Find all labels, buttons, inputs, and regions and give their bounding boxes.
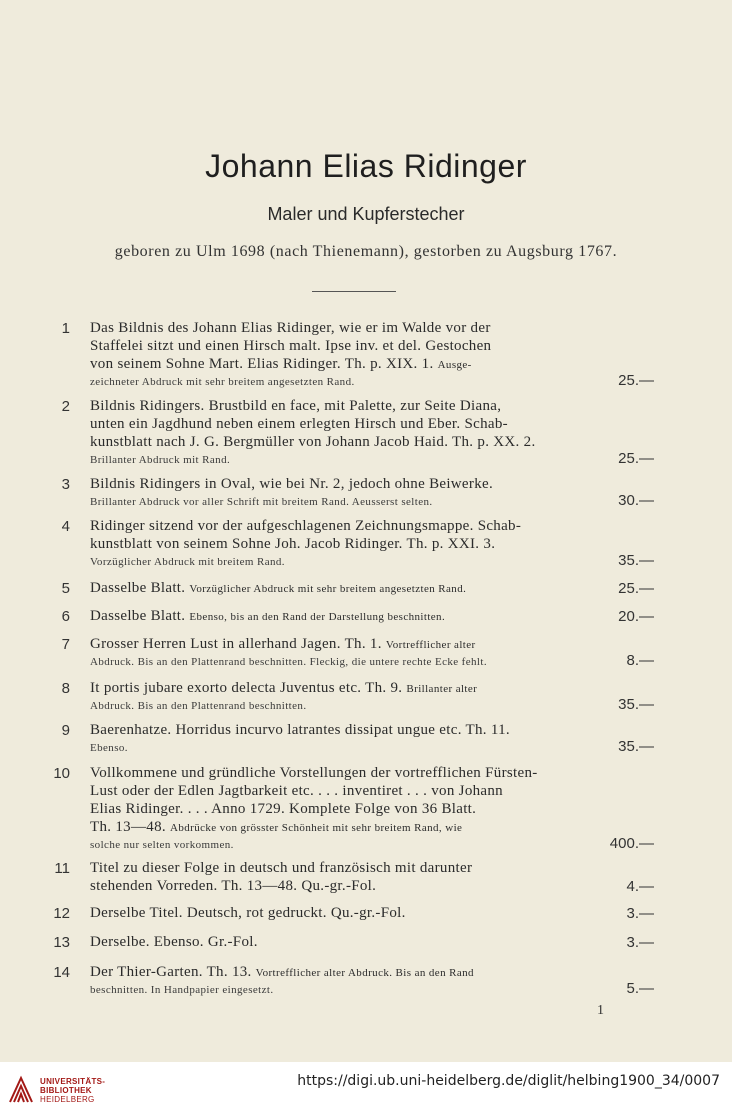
entry-text: Bildnis Ridingers. Brustbild en face, mit Palette, zur Seite Diana, [90, 398, 502, 414]
library-city: HEIDELBERG [40, 1095, 95, 1104]
page-url-link[interactable]: https://digi.ub.uni-heidelberg.de/diglit/helbing1900_34/0007 [297, 1073, 720, 1089]
entry-note: Vorzüglicher Abdruck mit breitem Rand. [90, 556, 285, 568]
entry-text: Staffelei sitzt und einen Hirsch malt. Ipse inv. et del. Gestochen [90, 338, 492, 354]
entry-text: stehenden Vorreden. Th. 13—48. Qu.-gr.-Fol. [90, 878, 377, 894]
entry-price: 3.— [626, 905, 654, 922]
entry-price: 25.— [618, 580, 654, 597]
entry-price: 5.— [626, 980, 654, 997]
entry-note-inline: Vortrefflicher alter Abdruck. Bis an den Rand [255, 967, 474, 979]
entry-note-inline: Vorzüglicher Abdruck mit sehr breitem angesetzten Rand. [189, 583, 467, 595]
entry-number: 9 [61, 722, 70, 739]
entry-note: Abdruck. Bis an den Plattenrand beschnitten. [90, 700, 307, 712]
entry-text [90, 680, 477, 697]
entry-note: zeichneter Abdruck mit sehr breitem angesetzten Rand. [90, 376, 355, 388]
entry-text-main: von seinem Sohne Mart. Elias Ridinger. Th. p. XIX. 1. [90, 356, 434, 372]
library-name-line2: BIBLIOTHEK [40, 1086, 92, 1095]
entry-number: 7 [61, 636, 70, 653]
entry-price: 25.— [618, 372, 654, 389]
entry-text: kunstblatt von seinem Sohne Joh. Jacob Ridinger. Th. p. XXI. 3. [90, 536, 496, 552]
entry-number: 11 [54, 860, 70, 877]
entry-number: 3 [61, 476, 70, 493]
entry-note: Ebenso. [90, 742, 128, 754]
entry-text [90, 636, 476, 653]
entry-price: 4.— [626, 878, 654, 895]
entry-number: 5 [61, 580, 70, 597]
entry-price: 8.— [626, 652, 654, 669]
entry-price: 35.— [618, 696, 654, 713]
entry-text [90, 608, 445, 625]
entry-number: 10 [53, 765, 70, 782]
entry-price: 20.— [618, 608, 654, 625]
entry-note-inline: Ebenso, bis an den Rand der Darstellung beschnitten. [189, 611, 446, 623]
entry-note-inline: Brillanter alter [406, 683, 478, 695]
entry-text: Ridinger sitzend vor der aufgeschlagenen Zeichnungsmappe. Schab- [90, 518, 522, 534]
entry-number: 13 [53, 934, 70, 951]
entry-number: 6 [61, 608, 70, 625]
entry-text: Derselbe. Ebenso. Gr.-Fol. [90, 934, 258, 950]
page-number: 1 [597, 1003, 604, 1018]
birth-info: geboren zu Ulm 1698 (nach Thienemann), gestorben zu Augsburg 1767. [114, 243, 618, 260]
entry-text: Titel zu dieser Folge in deutsch und französisch mit darunter [90, 860, 473, 876]
entry-text [90, 964, 474, 981]
entry-text-main: Dasselbe Blatt. [90, 580, 186, 596]
entry-number: 12 [53, 905, 70, 922]
page-subtitle: Maler und Kupferstecher [267, 204, 465, 224]
library-logo-icon [8, 1074, 34, 1104]
entry-price: 25.— [618, 450, 654, 467]
entry-number: 14 [53, 964, 70, 981]
entry-number: 8 [61, 680, 70, 697]
entry-text-main: Dasselbe Blatt. [90, 608, 186, 624]
entry-text [90, 356, 472, 373]
entry-price: 35.— [618, 738, 654, 755]
entry-text: Das Bildnis des Johann Elias Ridinger, wie er im Walde vor der [90, 320, 491, 336]
entry-number: 4 [61, 518, 70, 535]
entry-text-main: Der Thier-Garten. Th. 13. [90, 964, 252, 980]
entry-price: 35.— [618, 552, 654, 569]
entry-number: 2 [61, 398, 70, 415]
entry-text: Bildnis Ridingers in Oval, wie bei Nr. 2, jedoch ohne Beiwerke. [90, 476, 493, 492]
entry-price: 30.— [618, 492, 654, 509]
entry-price: 3.— [626, 934, 654, 951]
entry-text-main: Grosser Herren Lust in allerhand Jagen. Th. 1. [90, 636, 382, 652]
divider-rule [312, 291, 396, 292]
entry-text: kunstblatt nach J. G. Bergmüller von Johann Jacob Haid. Th. p. XX. 2. [90, 434, 536, 450]
entry-note: beschnitten. In Handpapier eingesetzt. [90, 984, 274, 996]
entry-note-inline: Abdrücke von grösster Schönheit mit sehr breitem Rand, wie [169, 822, 463, 834]
entry-note: solche nur selten vorkommen. [90, 839, 234, 851]
entry-note-inline: Vortrefflicher alter [385, 639, 476, 651]
entry-text-main: It portis jubare exorto delecta Juventus etc. Th. 9. [90, 680, 403, 696]
entry-text: Vollkommene und gründliche Vorstellungen der vortrefflichen Fürsten- [90, 765, 538, 781]
entry-number: 1 [61, 320, 70, 337]
entry-text: Derselbe Titel. Deutsch, rot gedruckt. Qu.-gr.-Fol. [90, 905, 406, 921]
entry-text [90, 580, 466, 597]
library-name [40, 1077, 105, 1104]
entry-text: Elias Ridinger. . . . Anno 1729. Komplete Folge von 36 Blatt. [90, 801, 477, 817]
entry-text-main: Th. 13—48. [90, 819, 166, 835]
entry-note: Brillanter Abdruck mit Rand. [90, 454, 231, 466]
viewer-footer [0, 1062, 732, 1120]
entry-text [90, 819, 462, 836]
entry-price: 400.— [609, 835, 654, 852]
entry-note: Abdruck. Bis an den Plattenrand beschnitten. Fleckig, die untere rechte Ecke fehlt. [90, 656, 487, 668]
library-name-line1: UNIVERSITÄTS- [40, 1077, 106, 1086]
entry-note: Brillanter Abdruck vor aller Schrift mit breitem Rand. Aeusserst selten. [90, 496, 433, 508]
entry-note-inline: Ausge- [437, 359, 472, 371]
entry-text: Lust oder der Edlen Jagtbarkeit etc. . . . inventiret . . . von Johann [90, 783, 503, 799]
entry-text: Baerenhatze. Horridus incurvo latrantes dissipat ungue etc. Th. 11. [90, 722, 510, 738]
entry-text: unten ein Jagdhund neben einem erlegten Hirsch und Eber. Schab- [90, 416, 508, 432]
page-title: Johann Elias Ridinger [205, 148, 527, 184]
